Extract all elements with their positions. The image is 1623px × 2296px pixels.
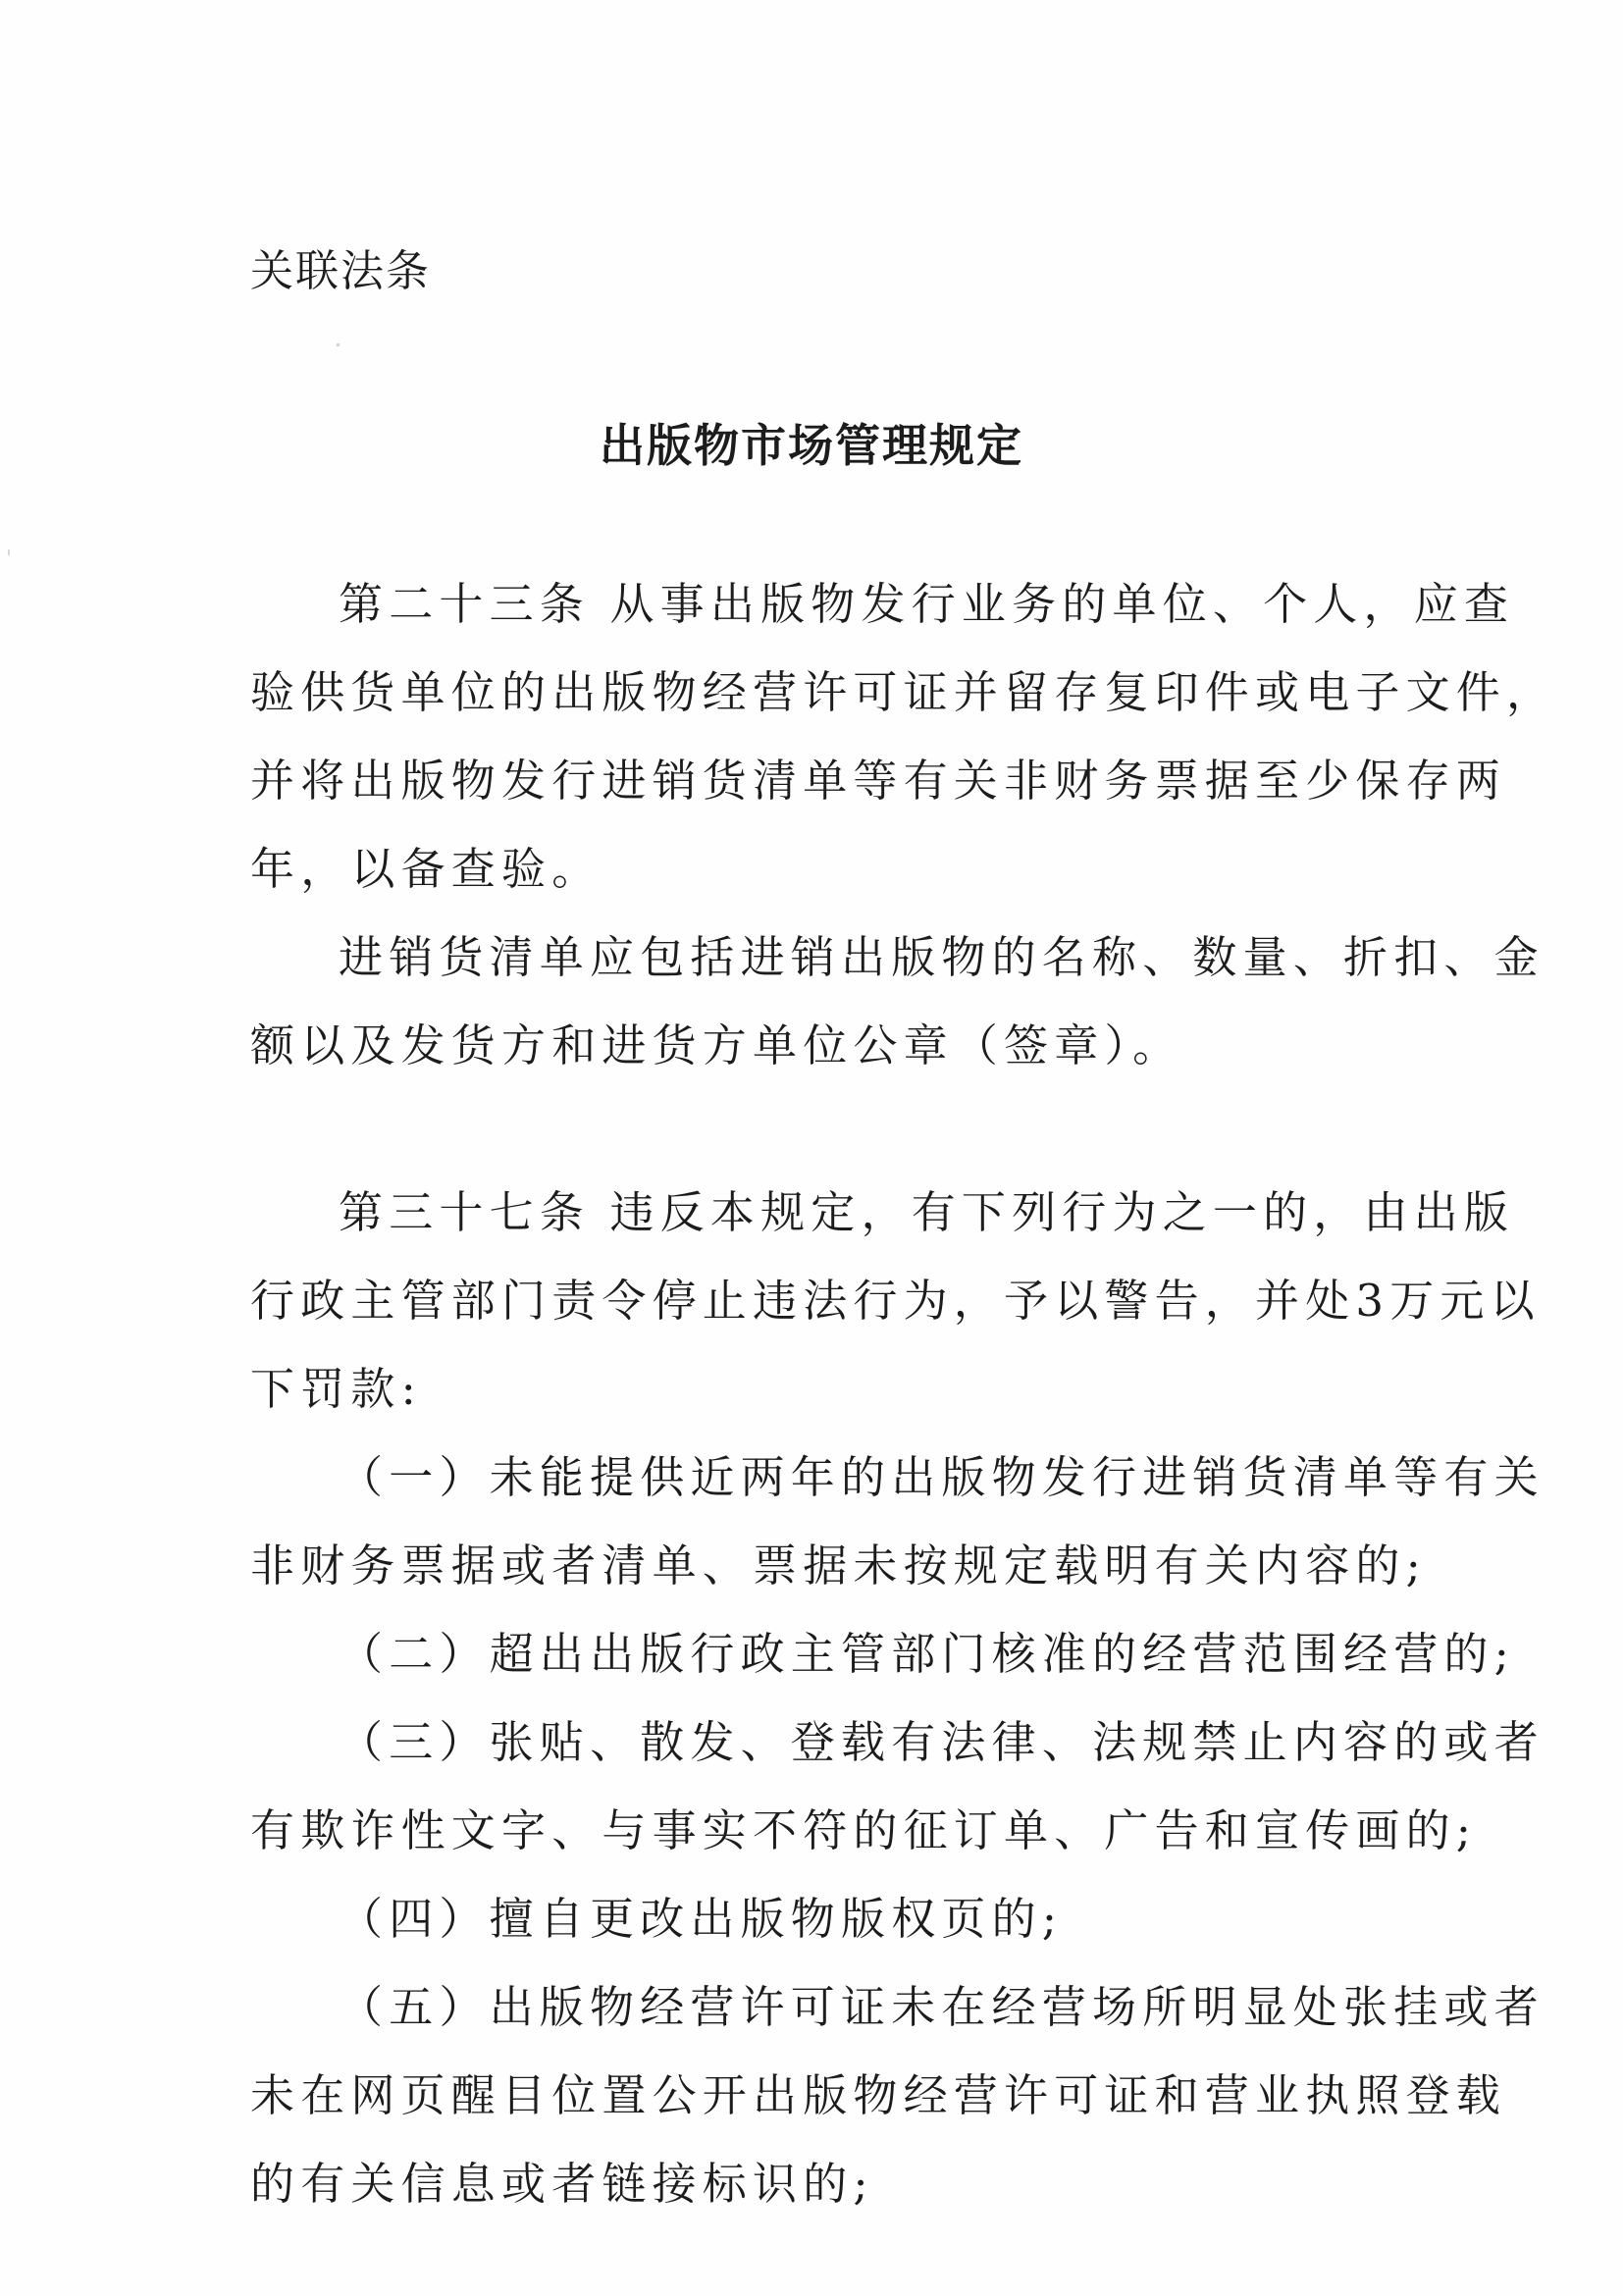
article37-item3-line: 有欺诈性文字、与事实不符的征订单、广告和宣传画的; [250, 1804, 1478, 1856]
article37-line: 下罚款: [250, 1363, 422, 1415]
article37-item5-line: 的有关信息或者链接标识的; [250, 2158, 874, 2210]
article37-item5-line: 未在网页醒目位置公开出版物经营许可证和营业执照登载 [250, 2069, 1507, 2121]
article23-para2-line: 进销货清单应包括进销出版物的名称、数量、折扣、金 [339, 931, 1544, 983]
related-articles-label: 关联法条 [250, 246, 431, 296]
scan-dot-mark [337, 343, 340, 346]
article23-line: 第二十三条 从事出版物发行业务的单位、个人，应查 [339, 578, 1515, 630]
article37-item2-line: （二）超出出版行政主管部门核准的经营范围经营的; [339, 1628, 1515, 1680]
document-body [250, 569, 1557, 2237]
article37-item4-line: （四）擅自更改出版物版权页的; [339, 1893, 1064, 1945]
section-gap [250, 1099, 1369, 1177]
article37-item3-line: （三）张贴、散发、登载有法律、法规禁止内容的或者 [339, 1716, 1544, 1768]
article23-line: 并将出版物发行进销货清单等有关非财务票据至少保存两 [250, 755, 1507, 807]
document-title: 出版物市场管理规定 [600, 419, 1023, 472]
article37-line: 行政主管部门责令停止违法行为，予以警告，并处3万元以 [250, 1275, 1541, 1327]
article23-line: 年，以备查验。 [250, 843, 602, 895]
scan-margin-mark [8, 549, 10, 555]
article23-para2-line: 额以及发货方和进货方单位公章（签章）。 [250, 1019, 1183, 1071]
article37-item1-line: （一）未能提供近两年的出版物发行进销货清单等有关 [339, 1451, 1544, 1503]
article23-line: 验供货单位的出版物经营许可证并留存复印件或电子文件， [250, 666, 1557, 718]
article37-line: 第三十七条 违反本规定，有下列行为之一的，由出版 [339, 1186, 1515, 1238]
article37-item5-line: （五）出版物经营许可证未在经营场所明显处张挂或者 [339, 1981, 1544, 2033]
article37-item1-line: 非财务票据或者清单、票据未按规定载明有关内容的; [250, 1539, 1427, 1592]
